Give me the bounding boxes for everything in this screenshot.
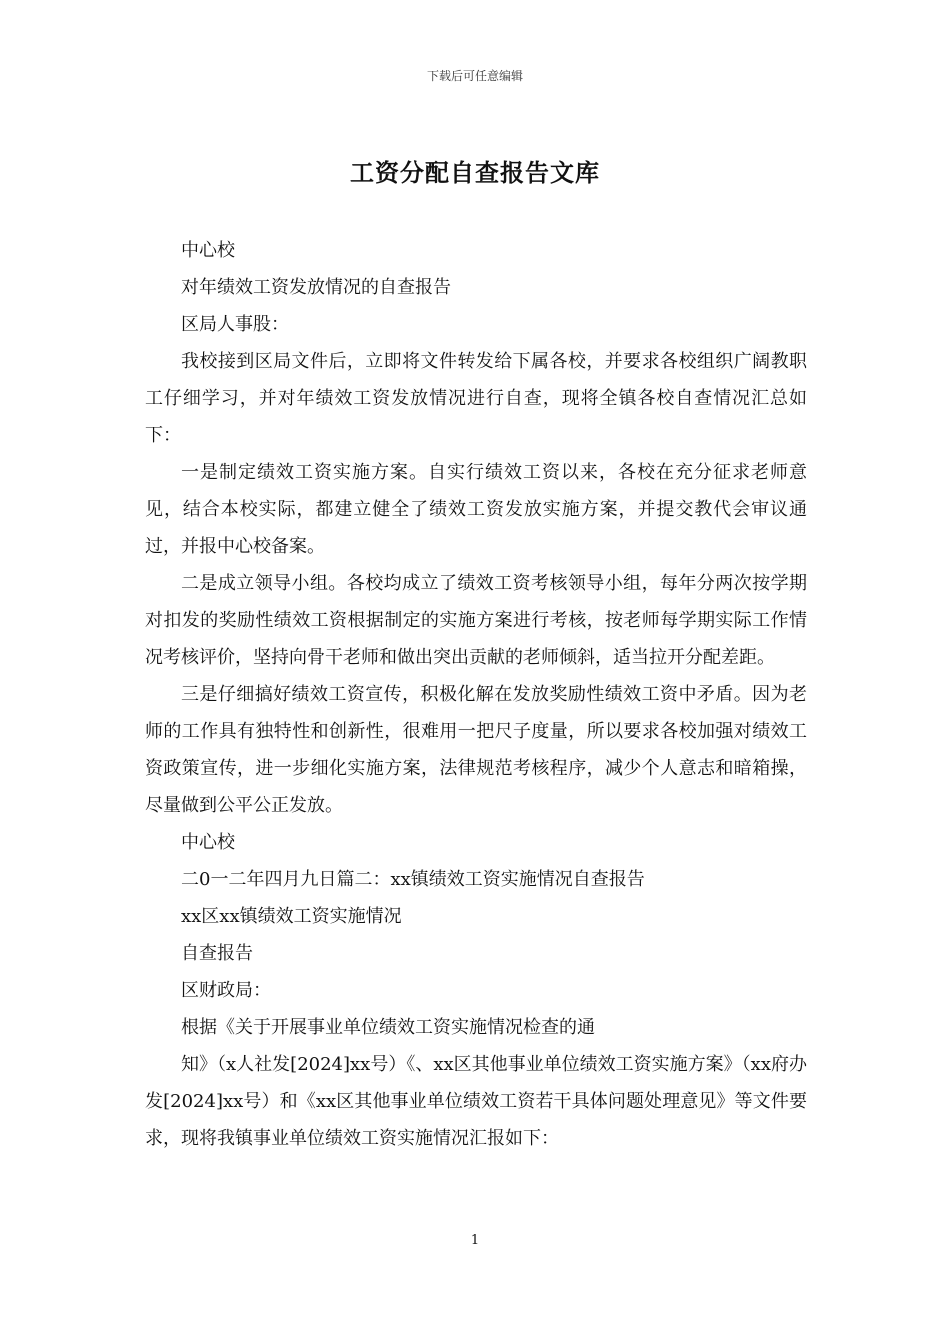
paragraph: 根据《关于开展事业单位绩效工资实施情况检查的通 bbox=[181, 1017, 595, 1038]
paragraph: xx区xx镇绩效工资实施情况 bbox=[181, 906, 402, 927]
document-title: 工资分配自查报告文库 bbox=[350, 159, 600, 187]
paragraph: 区财政局： bbox=[181, 980, 271, 1001]
paragraph: 二0一二年四月九日篇二：xx镇绩效工资实施情况自查报告 bbox=[181, 869, 645, 890]
paragraph: 中心校 bbox=[181, 832, 235, 853]
paragraph: 二是成立领导小组。各校均成立了绩效工资考核领导小组，每年分两次按学期对扣发的奖励性绩效工资根据制定的实施方案进行考核，按老师每学期实际工作情况考核评价，坚持向骨干老师和做出突出贡献的老师倾斜，适当拉开分配差距。 bbox=[145, 573, 807, 668]
paragraph: 区局人事股： bbox=[181, 314, 289, 335]
page-number: 1 bbox=[470, 1233, 480, 1248]
paragraph: 一是制定绩效工资实施方案。自实行绩效工资以来，各校在充分征求老师意见，结合本校实际，都建立健全了绩效工资发放实施方案，并提交教代会审议通过，并报中心校备案。 bbox=[145, 462, 807, 557]
paragraph: 三是仔细搞好绩效工资宣传，积极化解在发放奖励性绩效工资中矛盾。因为老师的工作具有独特性和创新性，很难用一把尺子度量，所以要求各校加强对绩效工资政策宣传，进一步细化实施方案，法律规范考核程序，减少个人意志和暗箱操，尽量做到公平公正发放。 bbox=[145, 684, 807, 816]
paragraph: 中心校 bbox=[181, 240, 235, 261]
paragraph: 自查报告 bbox=[181, 943, 253, 964]
paragraph: 知》（x人社发[2024]xx号）《、xx区其他事业单位绩效工资实施方案》（xx府办发[2024]xx号）和《xx区其他事业单位绩效工资若干具体问题处理意见》等文件要求，现将我镇事业单位绩效工资实施情况汇报如下： bbox=[145, 1054, 807, 1149]
document-body bbox=[145, 232, 807, 1157]
header-note: 下载后可任意编辑 bbox=[426, 69, 523, 83]
paragraph: 对年绩效工资发放情况的自查报告 bbox=[181, 277, 451, 298]
paragraph: 我校接到区局文件后，立即将文件转发给下属各校，并要求各校组织广阔教职工仔细学习，并对年绩效工资发放情况进行自查，现将全镇各校自查情况汇总如下： bbox=[145, 351, 807, 446]
